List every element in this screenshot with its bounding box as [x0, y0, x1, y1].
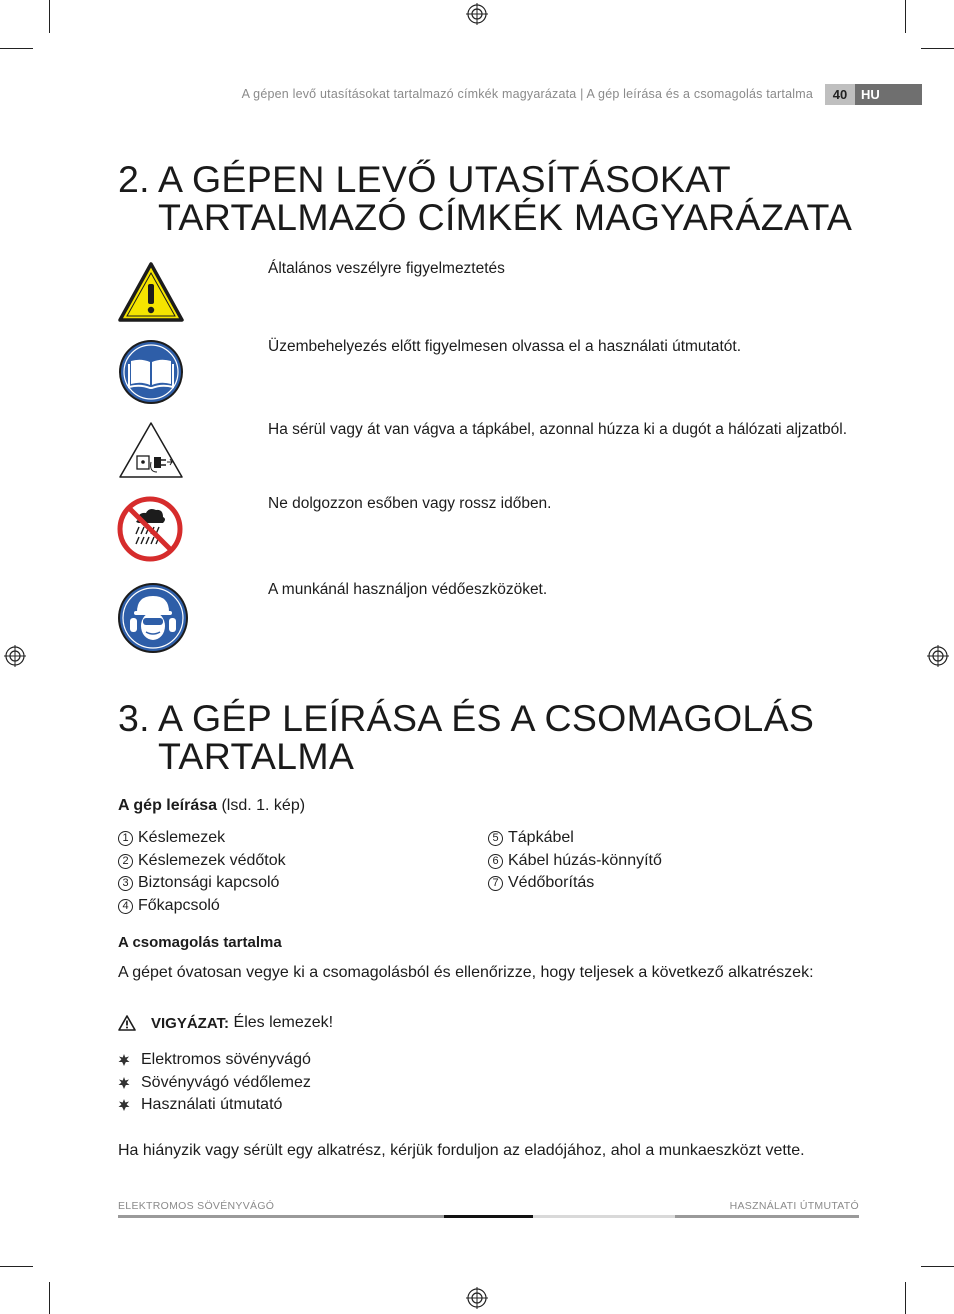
section3-heading [118, 699, 814, 775]
part-label: Kábel húzás-könnyítő [508, 852, 662, 869]
warning-triangle-icon [117, 261, 185, 323]
part-number: 7 [488, 876, 503, 891]
bullet-icon [118, 1099, 130, 1111]
read-manual-icon [118, 339, 184, 405]
section2-number: 2. [118, 158, 150, 200]
registration-mark-icon [466, 3, 488, 25]
footer-bar [675, 1215, 859, 1218]
package-item-label: Sövényvágó védőlemez [141, 1074, 311, 1091]
part-item [118, 829, 225, 847]
part-item [488, 852, 662, 870]
no-rain-icon [117, 496, 183, 562]
package-item [118, 1051, 311, 1069]
registration-mark-icon [927, 645, 949, 667]
crop-mark [905, 0, 906, 33]
part-item [488, 874, 594, 892]
section2-title-line1: A GÉPEN LEVŐ UTASÍTÁSOKAT [158, 158, 731, 200]
registration-mark-icon [466, 1287, 488, 1309]
footer-right: HASZNÁLATI ÚTMUTATÓ [729, 1200, 859, 1212]
crop-mark [0, 48, 33, 49]
running-header: A gépen levő utasításokat tartalmazó címkék magyarázata | A gép leírása és a csomagolás tartalma [241, 87, 813, 101]
part-number: 1 [118, 831, 133, 846]
page-number-box [825, 84, 922, 105]
package-subheading: A csomagolás tartalma [118, 934, 282, 951]
part-number: 3 [118, 876, 133, 891]
crop-mark [921, 1266, 954, 1267]
protective-gear-icon [117, 582, 189, 654]
part-label: Védőborítás [508, 874, 595, 891]
warning-triangle-icon [118, 1015, 136, 1031]
footer-bar [118, 1215, 444, 1218]
part-number: 2 [118, 854, 133, 869]
warning-label: VIGYÁZAT: [151, 1014, 230, 1032]
registration-mark-icon [4, 645, 26, 667]
footer-bar [444, 1215, 533, 1218]
warning-text: Éles lemezek! [233, 1014, 334, 1031]
footer-bar [533, 1215, 675, 1218]
crop-mark [0, 1266, 33, 1267]
crop-mark [49, 0, 50, 33]
section2-heading [118, 160, 852, 236]
package-intro: A gépet óvatosan vegye ki a csomagolásból és ellenőrizze, hogy teljesek a következő alkatrészek: [118, 964, 814, 981]
description-subheading [118, 797, 305, 815]
part-item [118, 897, 220, 915]
bullet-icon [118, 1054, 130, 1066]
package-item-label: Használati útmutató [141, 1096, 283, 1113]
part-label: Főkapcsoló [138, 897, 220, 914]
page-number: 40 [825, 84, 855, 105]
part-label: Biztonsági kapcsoló [138, 874, 280, 891]
symbol-text: Ha sérül vagy át van vágva a tápkábel, azonnal húzza ki a dugót a hálózati aljzatból. [268, 421, 848, 438]
language-code: HU [855, 84, 922, 105]
package-item [118, 1096, 282, 1114]
section3-title-line2: TARTALMA [158, 735, 355, 777]
unplug-cable-icon [117, 420, 185, 480]
section3-number: 3. [118, 697, 150, 739]
symbol-text: Általános veszélyre figyelmeztetés [268, 260, 505, 277]
footer-left: ELEKTROMOS SÖVÉNYVÁGÓ [118, 1200, 275, 1212]
part-number: 6 [488, 854, 503, 869]
package-item-label: Elektromos sövényvágó [141, 1051, 311, 1068]
part-label: Késlemezek [138, 829, 226, 846]
section2-title-line2: TARTALMAZÓ CÍMKÉK MAGYARÁZATA [158, 196, 853, 238]
crop-mark [905, 1282, 906, 1314]
symbol-text: A munkánál használjon védőeszközöket. [268, 581, 548, 598]
description-label: A gép leírása [118, 797, 218, 814]
section3-title-line1: A GÉP LEÍRÁSA ÉS A CSOMAGOLÁS [158, 697, 815, 739]
symbol-text: Ne dolgozzon esőben vagy rossz időben. [268, 495, 552, 512]
closing-paragraph: Ha hiányzik vagy sérült egy alkatrész, kérjük forduljon az eladójához, ahol a munkaeszközt vette. [118, 1142, 805, 1159]
part-label: Késlemezek védőtok [138, 852, 286, 869]
part-label: Tápkábel [508, 829, 574, 846]
part-number: 4 [118, 899, 133, 914]
package-item [118, 1074, 311, 1092]
part-item [488, 829, 574, 847]
part-number: 5 [488, 831, 503, 846]
warning-line [118, 1014, 333, 1032]
description-ref: (lsd. 1. kép) [221, 797, 306, 814]
symbol-text: Üzembehelyezés előtt figyelmesen olvassa el a használati útmutatót. [268, 338, 741, 355]
crop-mark [921, 48, 954, 49]
crop-mark [49, 1282, 50, 1314]
part-item [118, 852, 286, 870]
bullet-icon [118, 1077, 130, 1089]
part-item [118, 874, 279, 892]
